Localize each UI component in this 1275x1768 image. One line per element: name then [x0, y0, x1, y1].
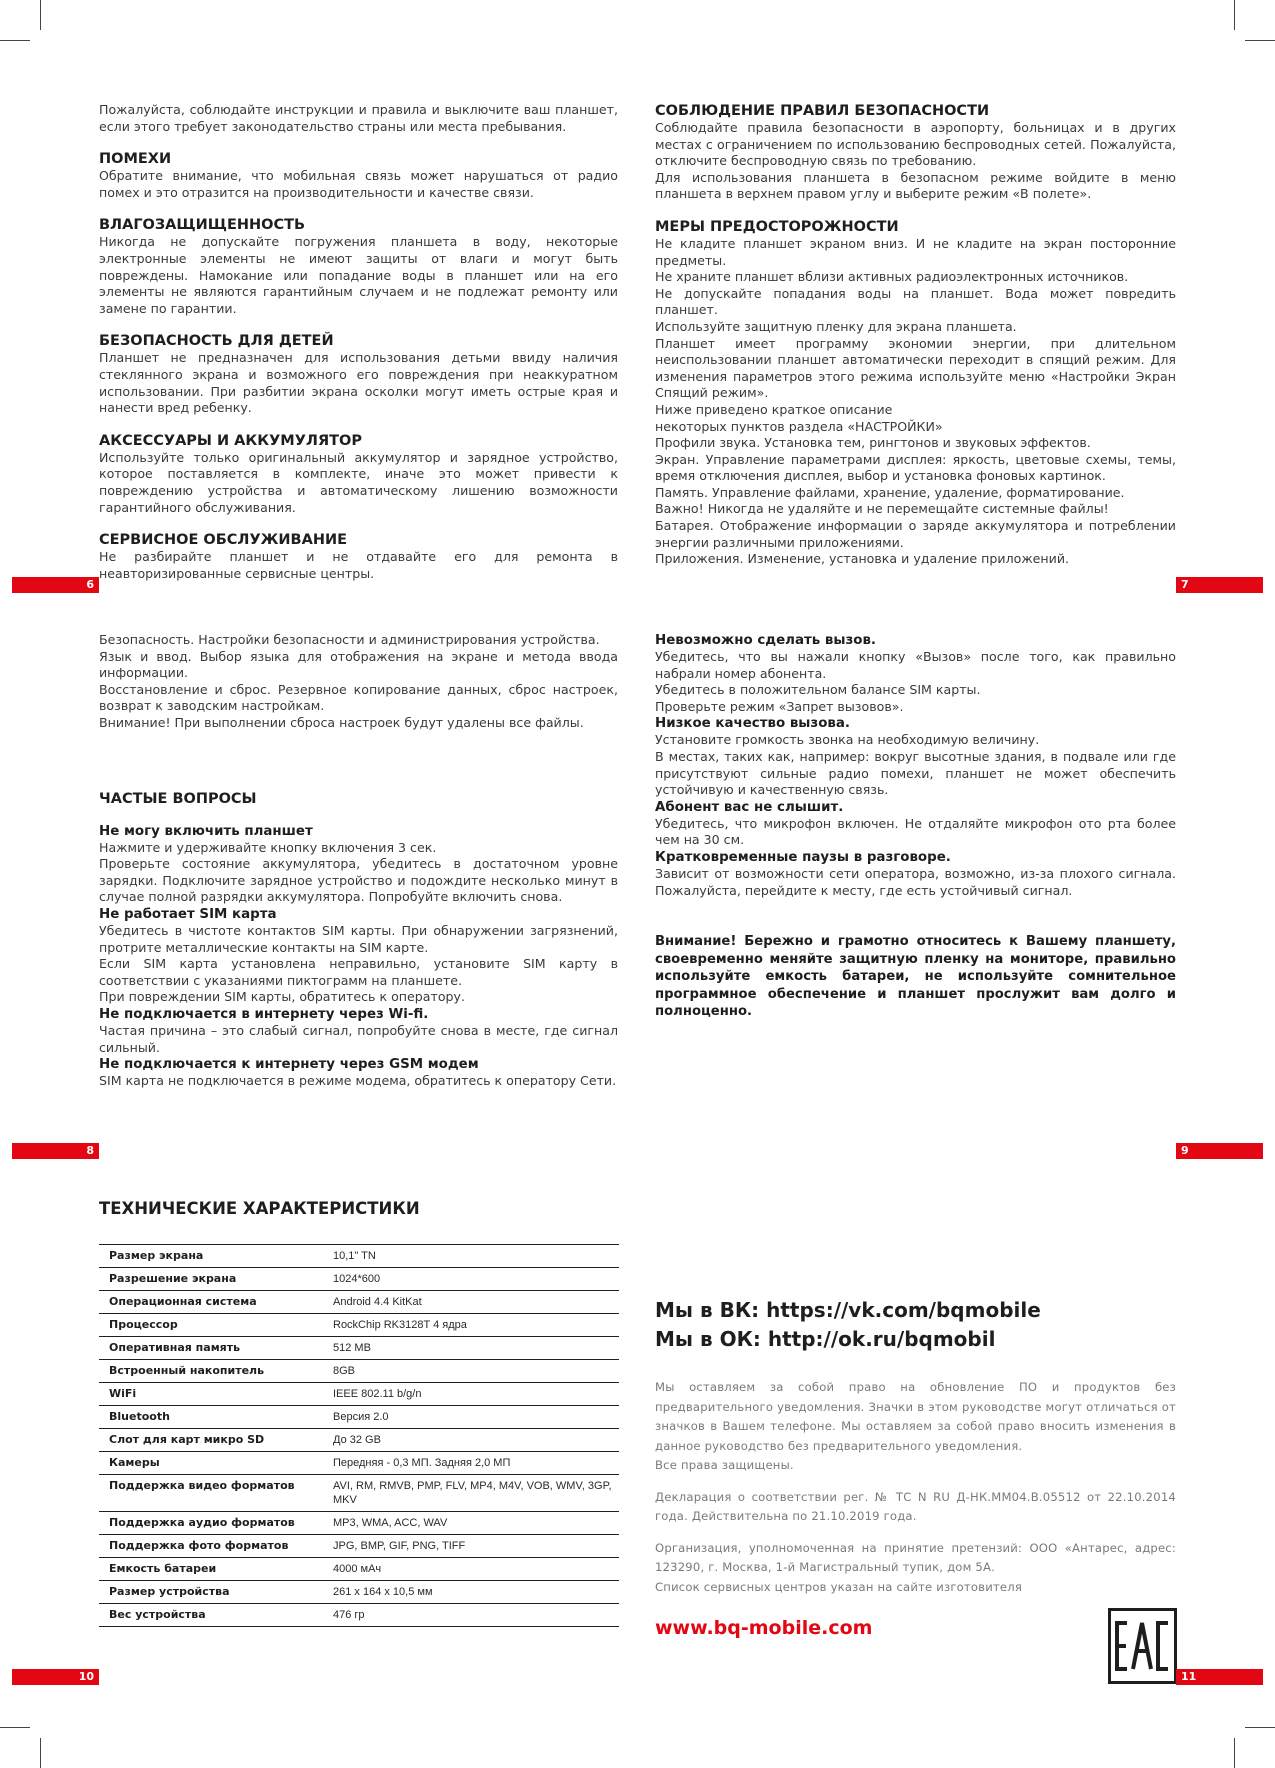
faq-answer: Убедитесь, что вы нажали кнопку «Вызов» после того, как правильно набрали номер абонента.	[655, 649, 1176, 681]
precaution-line: Не храните планшет вблизи активных радиоэлектронных источников.	[655, 269, 1129, 285]
section-text: Планшет не предназначен для использования детьми ввиду наличия стеклянного экрана и возможного его повреждения при неаккуратном использовании. При разбитии экрана осколки могут иметь острые края и нанести вред ребенку.	[99, 350, 618, 416]
spec-value: JPG, BMP, GIF, PNG, TIFF	[323, 1535, 619, 1558]
table-row	[99, 1475, 619, 1512]
spec-key: Размер экрана	[99, 1245, 323, 1268]
vk-link[interactable]: Мы в ВК: https://vk.com/bqmobile	[655, 1298, 1041, 1322]
faq-answer: Проверьте режим «Запрет вызовов».	[655, 698, 904, 714]
table-row	[99, 1604, 619, 1627]
section-title: СЕРВИСНОЕ ОБСЛУЖИВАНИЕ	[99, 532, 347, 549]
faq-answer: Убедитесь, что микрофон включен. Не отдаляйте микрофон ото рта более чем на 30 см.	[655, 815, 1176, 848]
precaution-line: Экран. Управление параметрами дисплея: яркость, цветовые схемы, темы, время отключения дисплея, выбор и установка фоновых картинок.	[655, 451, 1176, 484]
faq-answer: Зависит от возможности сети оператора, возможно, из-за плохого сигнала. Пожалуйста, перейдите к месту, где есть устойчивый сигнал.	[655, 865, 1176, 898]
spec-value: Android 4.4 KitKat	[323, 1291, 619, 1314]
rights-notice: Мы оставляем за собой право на обновление ПО и продуктов без предварительного уведомления. Значки в этом руководстве могут отличаться от значков в Вашем телефоне. Мы оставляем за собой право вносить изменения в данное руководство без предварительного уведомления.	[655, 1380, 1176, 1453]
table-row	[99, 1512, 619, 1535]
faq-question: Не работает SIM карта	[99, 906, 277, 922]
spec-key: Операционная система	[99, 1291, 323, 1314]
spec-key: Поддержка аудио форматов	[99, 1512, 323, 1535]
page-number-11: 11	[1176, 1669, 1263, 1685]
page-7	[655, 102, 1176, 568]
care-warning: Внимание! Бережно и грамотно относитесь к Вашему планшету, своевременно меняйте защитную пленку на мониторе, правильно используйте емкость батареи, не используйте сомнительное программное обеспечение и планшет прослужит вам долго и полноценно.	[655, 934, 1176, 1020]
ok-link[interactable]: Мы в ОК: http://ok.ru/bqmobil	[655, 1327, 996, 1351]
spec-key: Слот для карт микро SD	[99, 1429, 323, 1452]
section-title: БЕЗОПАСНОСТЬ ДЛЯ ДЕТЕЙ	[99, 333, 334, 350]
section-text: Никогда не допускайте погружения планшета в воду, некоторые электронные элементы не имеют защиты от влаги и могут быть повреждены. Намокание или попадание воды в планшет или на его элементы не являются гарантийным случаем и не подлежат ремонту или замене по гарантии.	[99, 234, 618, 316]
table-row	[99, 1291, 619, 1314]
table-row	[99, 1581, 619, 1604]
spec-key: Разрешение экрана	[99, 1268, 323, 1291]
page-number-8: 8	[12, 1143, 99, 1159]
crop-mark	[1245, 1727, 1275, 1728]
precaution-line: Используйте защитную пленку для экрана планшета.	[655, 318, 1017, 334]
spec-key: Поддержка видео форматов	[99, 1475, 323, 1512]
faq-question: Абонент вас не слышит.	[655, 799, 844, 815]
spec-value: 1024*600	[323, 1268, 619, 1291]
table-row	[99, 1429, 619, 1452]
faq-answer: Убедитесь в положительном балансе SIM карты.	[655, 682, 981, 698]
spec-value: 8GB	[323, 1360, 619, 1383]
precaution-line: Профили звука. Установка тем, рингтонов и звуковых эффектов.	[655, 435, 1091, 451]
faq-question: Невозможно сделать вызов.	[655, 633, 877, 648]
faq-answer: В местах, таких как, например: вокруг высотные здания, в подвале или где присутствуют сильные радио помехи, планшет не может обеспечить устойчивую и качественную связь.	[655, 748, 1176, 798]
spec-key: Емкость батареи	[99, 1558, 323, 1581]
table-row	[99, 1558, 619, 1581]
precaution-line: Ниже приведено краткое описание	[655, 401, 893, 417]
spec-value: 476 гр	[323, 1604, 619, 1627]
crop-mark	[1234, 0, 1235, 30]
section-text: Не разбирайте планшет и не отдавайте его для ремонта в неавторизированные сервисные центры.	[99, 549, 618, 581]
section-text: Обратите внимание, что мобильная связь может нарушаться от радио помех и это отразится на производительности и качестве связи.	[99, 168, 618, 200]
table-row	[99, 1268, 619, 1291]
page-number-10: 10	[12, 1669, 99, 1685]
specs-title: ТЕХНИЧЕСКИЕ ХАРАКТЕРИСТИКИ	[99, 1199, 420, 1218]
faq-title: ЧАСТЫЕ ВОПРОСЫ	[99, 790, 257, 807]
faq-answer: Установите громкость звонка на необходимую величину.	[655, 732, 1040, 748]
section-title: СОБЛЮДЕНИЕ ПРАВИЛ БЕЗОПАСНОСТИ	[655, 103, 990, 119]
page-number-7: 7	[1176, 577, 1263, 593]
faq-answer: SIM карта не подключается в режиме модема, обратитесь к оператору Сети.	[99, 1073, 617, 1089]
precaution-line: Важно! Никогда не удаляйте и не перемещайте системные файлы!	[655, 501, 1109, 517]
page-8	[99, 632, 618, 1090]
spec-key: WiFi	[99, 1383, 323, 1406]
table-row	[99, 1314, 619, 1337]
page-6	[99, 102, 618, 582]
organization: Организация, уполномоченная на принятие претензий: ООО «Антарес, адрес: 123290, г. Москва, 1-й Магистральный тупик, дом 5А.	[655, 1540, 1176, 1574]
settings-line: Язык и ввод. Выбор языка для отображения на экране и метода ввода информации.	[99, 648, 618, 681]
crop-mark	[0, 1727, 30, 1728]
faq-answer: Частая причина – это слабый сигнал, попробуйте снова в месте, где сигнал сильный.	[99, 1022, 618, 1055]
crop-mark	[40, 1738, 41, 1768]
crop-mark	[1245, 40, 1275, 41]
faq-answer: Проверьте состояние аккумулятора, убедитесь в достаточном уровне зарядки. Подключите зарядное устройство и подождите несколько минут в случае полной разрядки аккумулятора. Попробуйте включить снова.	[99, 856, 618, 905]
crop-mark	[40, 0, 41, 30]
spec-value: IEEE 802.11 b/g/n	[323, 1383, 619, 1406]
page-11	[655, 1296, 1176, 1639]
faq-question: Не подключается к интернету через GSM модем	[99, 1057, 479, 1073]
spec-value: 261 x 164 x 10,5 мм	[323, 1581, 619, 1604]
crop-mark	[1234, 1738, 1235, 1768]
faq-question: Низкое качество вызова.	[655, 716, 850, 732]
page-number-6: 6	[12, 577, 99, 593]
settings-line: Восстановление и сброс. Резервное копирование данных, сброс настроек, возврат к заводским настройкам.	[99, 681, 618, 714]
crop-mark	[0, 40, 30, 41]
eac-mark-icon	[1111, 1611, 1174, 1681]
rights-reserved: Все права защищены.	[655, 1458, 794, 1472]
faq-question: Не подключается в интернету через Wi-fi.	[99, 1006, 429, 1022]
precaution-line: Планшет имеет программу экономии энергии, при длительном неиспользовании планшет автоматически переходит в спящий режим. Для изменения параметров этого режима используйте меню «Настройки Экран Спящий режим».	[655, 335, 1176, 401]
eac-logo	[1108, 1608, 1177, 1684]
table-row	[99, 1452, 619, 1475]
precaution-line: Не кладите планшет экраном вниз. И не кладите на экран посторонние предметы.	[655, 235, 1176, 268]
faq-question: Не могу включить планшет	[99, 823, 313, 839]
spec-value: MP3, WMA, ACC, WAV	[323, 1512, 619, 1535]
table-row	[99, 1360, 619, 1383]
faq-answer: Если SIM карта установлена неправильно, установите SIM карту в соответствии с указаниями пиктограмм на планшете.	[99, 956, 618, 988]
page-9	[655, 632, 1176, 1021]
spec-value: RockChip RK3128T 4 ядра	[323, 1314, 619, 1337]
website-link[interactable]: www.bq-mobile.com	[655, 1617, 873, 1639]
page-number-9: 9	[1176, 1143, 1263, 1159]
precaution-line: Память. Управление файлами, хранение, удаление, форматирование.	[655, 484, 1125, 500]
section-text: Соблюдайте правила безопасности в аэропорту, больницах и в других местах с ограничением по использованию беспроводных сетей. Пожалуйста, отключите беспроводную связь по требованию.	[655, 120, 1176, 169]
spec-key: Камеры	[99, 1452, 323, 1475]
section-title: МЕРЫ ПРЕДОСТОРОЖНОСТИ	[655, 218, 899, 235]
spec-value: 512 MB	[323, 1337, 619, 1360]
spec-value: AVI, RM, RMVB, PMP, FLV, MP4, M4V, VOB, WMV, 3GP, MKV	[323, 1475, 619, 1512]
section-title: ВЛАГОЗАЩИЩЕННОСТЬ	[99, 217, 306, 234]
page-10	[99, 1200, 619, 1627]
faq-question: Кратковременные паузы в разговоре.	[655, 849, 951, 865]
section-text: Для использования планшета в безопасном режиме войдите в меню планшета в верхнем правом углу и выберите режим «В полете».	[655, 169, 1176, 202]
table-row	[99, 1337, 619, 1360]
spec-value: Версия 2.0	[323, 1406, 619, 1429]
table-row	[99, 1383, 619, 1406]
precaution-line: Приложения. Изменение, установка и удаление приложений.	[655, 551, 1070, 567]
spec-value: 10,1" TN	[323, 1245, 619, 1268]
precaution-line: Не допускайте попадания воды на планшет. Вода может повредить планшет.	[655, 285, 1176, 318]
table-row	[99, 1535, 619, 1558]
spec-key: Оперативная память	[99, 1337, 323, 1360]
spec-key: Встроенный накопитель	[99, 1360, 323, 1383]
spec-key: Размер устройства	[99, 1581, 323, 1604]
settings-line: Внимание! При выполнении сброса настроек будут удалены все файлы.	[99, 714, 584, 730]
section-title: ПОМЕХИ	[99, 151, 172, 168]
faq-answer: Убедитесь в чистоте контактов SIM карты. При обнаружении загрязнений, протрите металлические контакты на SIM карте.	[99, 922, 618, 955]
service-list: Список сервисных центров указан на сайте изготовителя	[655, 1579, 1023, 1594]
declaration: Декларация о соответствии рег. № ТС N RU Д-НК.ММ04.В.05512 от 22.10.2014 года. Действительна по 21.10.2019 года.	[655, 1489, 1176, 1523]
faq-answer: При повреждении SIM карты, обратитесь к оператору.	[99, 989, 465, 1005]
spec-value: 4000 мАч	[323, 1558, 619, 1581]
table-row	[99, 1406, 619, 1429]
table-row	[99, 1245, 619, 1268]
spec-key: Вес устройства	[99, 1604, 323, 1627]
specs-table	[99, 1244, 619, 1627]
precaution-line: некоторых пунктов раздела «НАСТРОЙКИ»	[655, 418, 943, 434]
faq-answer: Нажмите и удерживайте кнопку включения 3 сек.	[99, 839, 437, 855]
section-title: АКСЕССУАРЫ И АККУМУЛЯТОР	[99, 432, 362, 449]
spec-key: Поддержка фото форматов	[99, 1535, 323, 1558]
spec-value: До 32 GB	[323, 1429, 619, 1452]
section-text: Используйте только оригинальный аккумулятор и зарядное устройство, которое поставляется в комплекте, иначе это может привести к повреждению устройства и автоматическому лишению возможности гарантийного обслуживания.	[99, 449, 618, 515]
intro-paragraph: Пожалуйста, соблюдайте инструкции и правила и выключите ваш планшет, если этого требует законодательство страны или места пребывания.	[99, 102, 618, 134]
precaution-line: Батарея. Отображение информации о заряде аккумулятора и потреблении энергии различными приложениями.	[655, 518, 1176, 550]
spec-value: Передняя - 0,3 МП. Задняя 2,0 МП	[323, 1452, 619, 1475]
spec-key: Bluetooth	[99, 1406, 323, 1429]
spec-key: Процессор	[99, 1314, 323, 1337]
settings-line: Безопасность. Настройки безопасности и администрирования устройства.	[99, 632, 600, 647]
